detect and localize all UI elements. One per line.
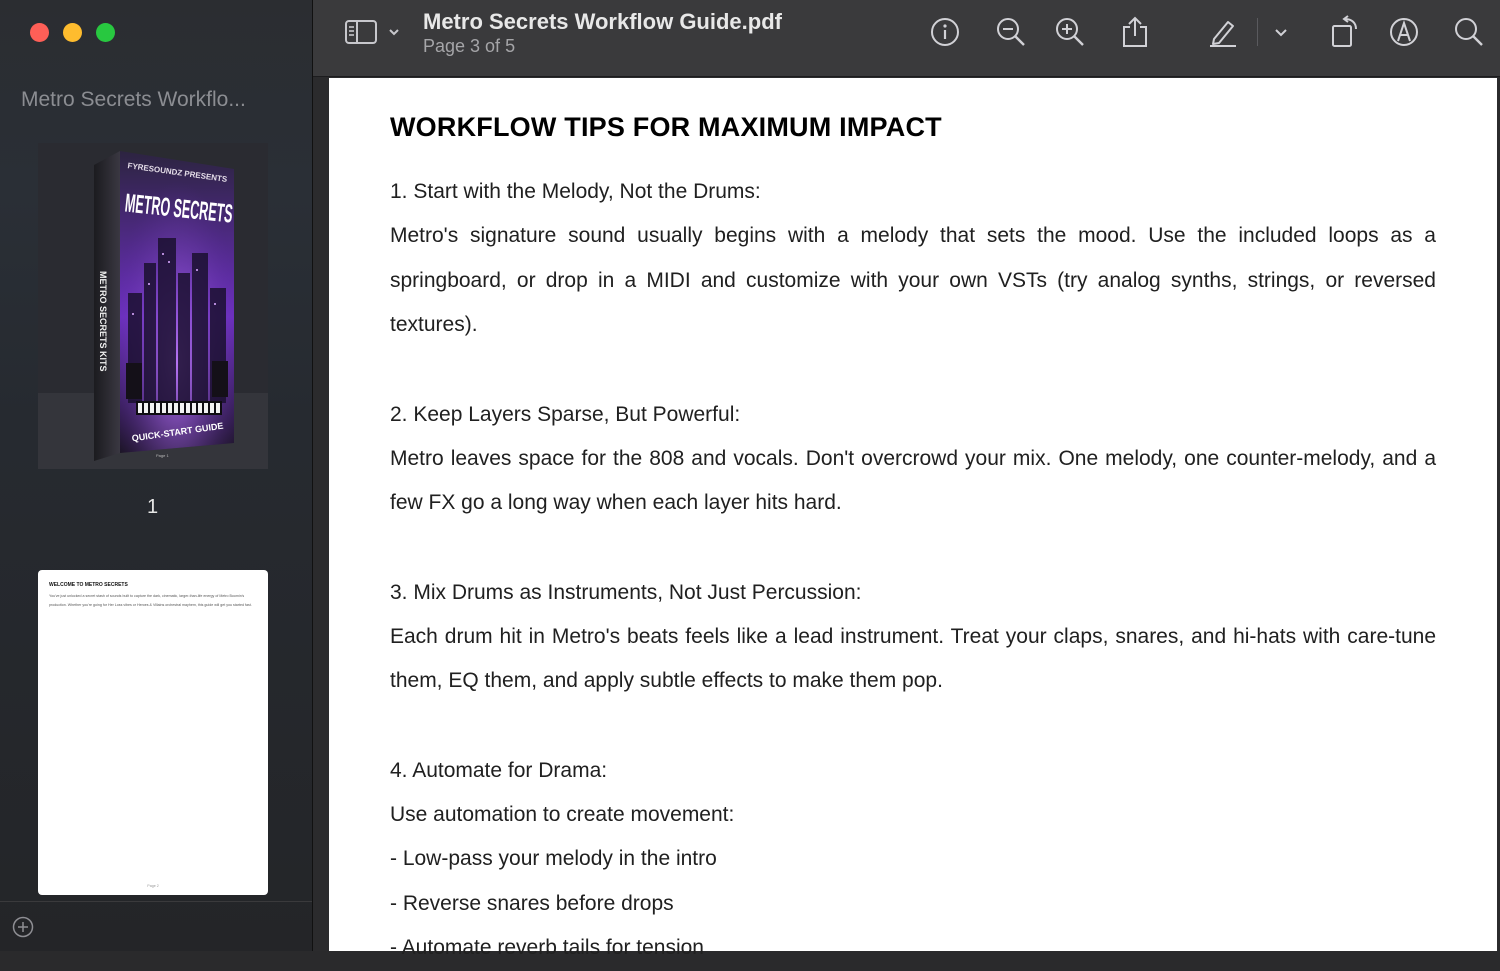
chevron-down-icon xyxy=(1271,22,1291,42)
cover-spine-text: METRO SECRETS KITS xyxy=(98,271,108,372)
section-title: 3. Mix Drums as Instruments, Not Just Percussion: xyxy=(390,580,862,604)
search-button[interactable] xyxy=(1451,14,1487,50)
sidebar xyxy=(0,0,313,951)
page-heading: WORKFLOW TIPS FOR MAXIMUM IMPACT xyxy=(390,112,942,142)
close-button[interactable] xyxy=(30,23,49,42)
share-icon xyxy=(1119,15,1151,49)
info-button[interactable] xyxy=(927,14,963,50)
cover-footer-text: Page 1 xyxy=(156,453,169,458)
section-body: Metro leaves space for the 808 and vocals. Don't overcrowd your mix. One melody, one counter-melody, and a few FX go a long way when each layer hits hard. xyxy=(390,446,1436,514)
section-title: 1. Start with the Melody, Not the Drums: xyxy=(390,180,761,203)
section-body: Metro's signature sound usually begins with a melody that sets the mood. Use the included loops as a springboard, or drop in a MIDI and customize with your own VSTs (try analog synths, strings, or reversed textures). xyxy=(390,224,1436,336)
plus-circle-icon xyxy=(12,916,34,938)
zoom-out-button[interactable] xyxy=(993,14,1029,50)
cover-subtitle-text: QUICK-START GUIDE xyxy=(131,420,225,444)
thumbnail-page-2-body: You've just unlocked a secret stash of sounds built to capture the dark, cinematic, larger-than-life energy of Metro Boomin's production. Whether you're going for Her Loss vibes or Heroes & Villains orchestral mayhem, this guide will get you started fast. xyxy=(49,594,252,607)
minimize-button[interactable] xyxy=(63,23,82,42)
thumbnail-page-2-title: WELCOME TO METRO SECRETS xyxy=(49,582,128,588)
page-body xyxy=(390,112,1436,971)
section-title: 2. Keep Layers Sparse, But Powerful: xyxy=(390,402,741,426)
search-icon xyxy=(1453,16,1485,48)
zoom-in-icon xyxy=(1054,16,1086,48)
toolbar-separator xyxy=(1257,18,1258,46)
section-title: 4. Automate for Drama: xyxy=(390,758,608,782)
document-title: Metro Secrets Workflow Guide.pdf xyxy=(423,9,782,34)
cover-artwork xyxy=(38,143,268,469)
pdf-page xyxy=(329,78,1497,959)
sidebar-footer xyxy=(0,901,312,951)
sidebar-toggle-button[interactable] xyxy=(343,14,405,50)
list-item: - Reverse snares before drops xyxy=(390,891,674,915)
section-body: Use automation to create movement: xyxy=(390,802,735,826)
zoom-out-icon xyxy=(995,16,1027,48)
thumbnail-page-number: 1 xyxy=(146,496,159,518)
sidebar-icon xyxy=(343,17,405,47)
pencil-icon xyxy=(1207,16,1239,48)
cover-brand-text: FYRESOUNDZ PRESENTS xyxy=(126,161,228,184)
info-icon xyxy=(929,16,961,48)
thumbnail-page-2[interactable] xyxy=(38,570,268,895)
thumbnail-page-1[interactable] xyxy=(38,143,268,469)
rotate-button[interactable] xyxy=(1326,14,1362,50)
section-body: Each drum hit in Metro's beats feels like a lead instrument. Treat your claps, snares, and hi-hats with care-tune them, EQ them, and apply subtle effects to make them pop. xyxy=(390,624,1436,692)
markup-icon xyxy=(1388,16,1420,48)
maximize-button[interactable] xyxy=(96,23,115,42)
window-controls xyxy=(30,23,115,42)
rotate-icon xyxy=(1328,15,1360,49)
markup-button[interactable] xyxy=(1386,14,1422,50)
thumbnail-page-2-footer: Page 2 xyxy=(147,884,159,888)
highlight-button[interactable] xyxy=(1205,14,1241,50)
add-page-button[interactable] xyxy=(12,916,34,938)
toolbar xyxy=(313,0,1500,77)
highlight-options-button[interactable] xyxy=(1267,14,1295,50)
list-item: - Low-pass your melody in the intro xyxy=(390,847,717,870)
list-item: - Automate reverb tails for tension xyxy=(390,936,704,959)
share-button[interactable] xyxy=(1117,14,1153,50)
sidebar-document-title: Metro Secrets Workflo... xyxy=(21,88,246,111)
zoom-in-button[interactable] xyxy=(1052,14,1088,50)
page-indicator: Page 3 of 5 xyxy=(423,36,516,56)
document-viewport[interactable] xyxy=(313,77,1500,959)
